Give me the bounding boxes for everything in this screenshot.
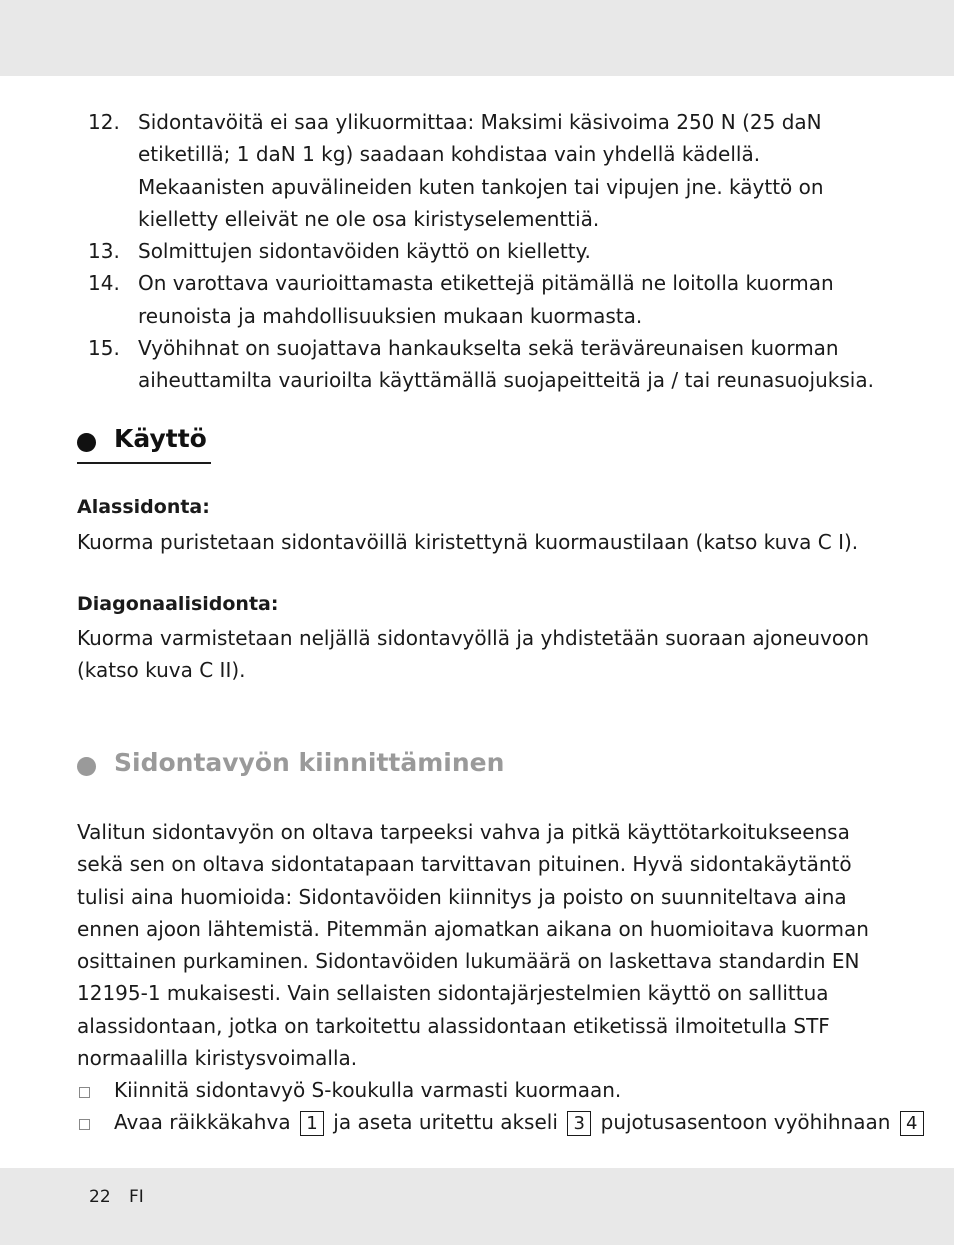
list-text: On varottava vaurioittamasta etikettejä pitämällä ne loitolla kuorman reunoista ja mahdollisuuksien mukaan kuormasta. [138, 271, 834, 328]
page-number: 22 [89, 1187, 111, 1207]
bullet-icon [77, 757, 96, 776]
step-text: pujotusasentoon vyöhihnaan [600, 1110, 891, 1135]
checkbox-icon [79, 1119, 90, 1130]
list-number: 12. [88, 110, 120, 134]
step-text: ja aseta uritettu akseli [333, 1110, 558, 1135]
list-item [88, 235, 878, 267]
step-text: Avaa räikkäkahva [114, 1110, 291, 1135]
step-text: Kiinnitä sidontavyö S-koukulla varmasti kuormaan. [114, 1078, 622, 1102]
list-item [88, 267, 878, 332]
part-reference: 1 [300, 1111, 324, 1136]
step-list [77, 1074, 918, 1139]
section-title: Sidontavyön kiinnittäminen [114, 748, 505, 777]
list-item [88, 106, 878, 235]
step-item [77, 1074, 877, 1106]
alassidonta-text: Kuorma puristetaan sidontavöillä kiristettynä kuormaustilaan (katso kuva C I). [77, 530, 859, 554]
safety-list [88, 106, 878, 397]
alassidonta-heading: Alassidonta: [77, 496, 210, 518]
section-heading-kiinnittaminen [77, 748, 557, 784]
list-item [88, 332, 878, 397]
list-number: 14. [88, 271, 120, 296]
step-item [77, 1106, 918, 1138]
section-heading-kaytto [77, 424, 211, 464]
bullet-icon [77, 433, 96, 452]
list-text: Sidontavöitä ei saa ylikuormittaa: Maksimi käsivoima 250 N (25 daN etiketillä; 1 daN 1 kg) saadaan kohdistaa vain yhdellä kädellä. Mekaanisten apuvälineiden kuten tankojen tai vipujen jne. käyttö on kielletty elleivät ne ole osa kiristyselementtiä. [138, 110, 824, 231]
section-title: Käyttö [114, 424, 207, 453]
list-text: Solmittujen sidontavöiden käyttö on kielletty. [138, 239, 591, 264]
checkbox-icon [79, 1087, 90, 1098]
kiinnittaminen-paragraph: Valitun sidontavyön on oltava tarpeeksi vahva ja pitkä käyttötarkoitukseensa sekä sen on oltava sidontatapaan tarvittavan pituinen. Hyvä sidontakäytäntö tulisi aina huomioida: Sidontavöiden kiinnitys ja poisto on suunniteltava aina ennen ajoon lähtemistä. Pitemmän ajomatkan aikana on huomioitava kuorman osittainen purkaminen. Sidontavöiden lukumäärä on laskettava standardin EN 12195-1 mukaisesti. Vain sellaisten sidontajärjestelmien käyttö on sallittua alassidontaan, jotka on tarkoitettu alassidontaan etiketissä ilmoitetulla STF normaalilla kiristysvoimalla. [77, 820, 869, 1071]
part-reference: 3 [567, 1111, 591, 1136]
header-band [0, 0, 954, 76]
diagonaalisidonta-text: Kuorma varmistetaan neljällä sidontavyöllä ja yhdistetään suoraan ajoneuvoon (katso kuva C II). [77, 626, 870, 683]
list-number: 13. [88, 239, 120, 264]
diagonaalisidonta-heading: Diagonaalisidonta: [77, 593, 279, 615]
part-reference: 4 [900, 1111, 924, 1136]
language-code: FI [129, 1187, 144, 1207]
list-number: 15. [88, 336, 120, 361]
list-text: Vyöhihnat on suojattava hankaukselta sekä teräväreunaisen kuorman aiheuttamilta vaurioilta käyttämällä suojapeitteitä ja / tai reunasuojuksia. [138, 336, 874, 393]
